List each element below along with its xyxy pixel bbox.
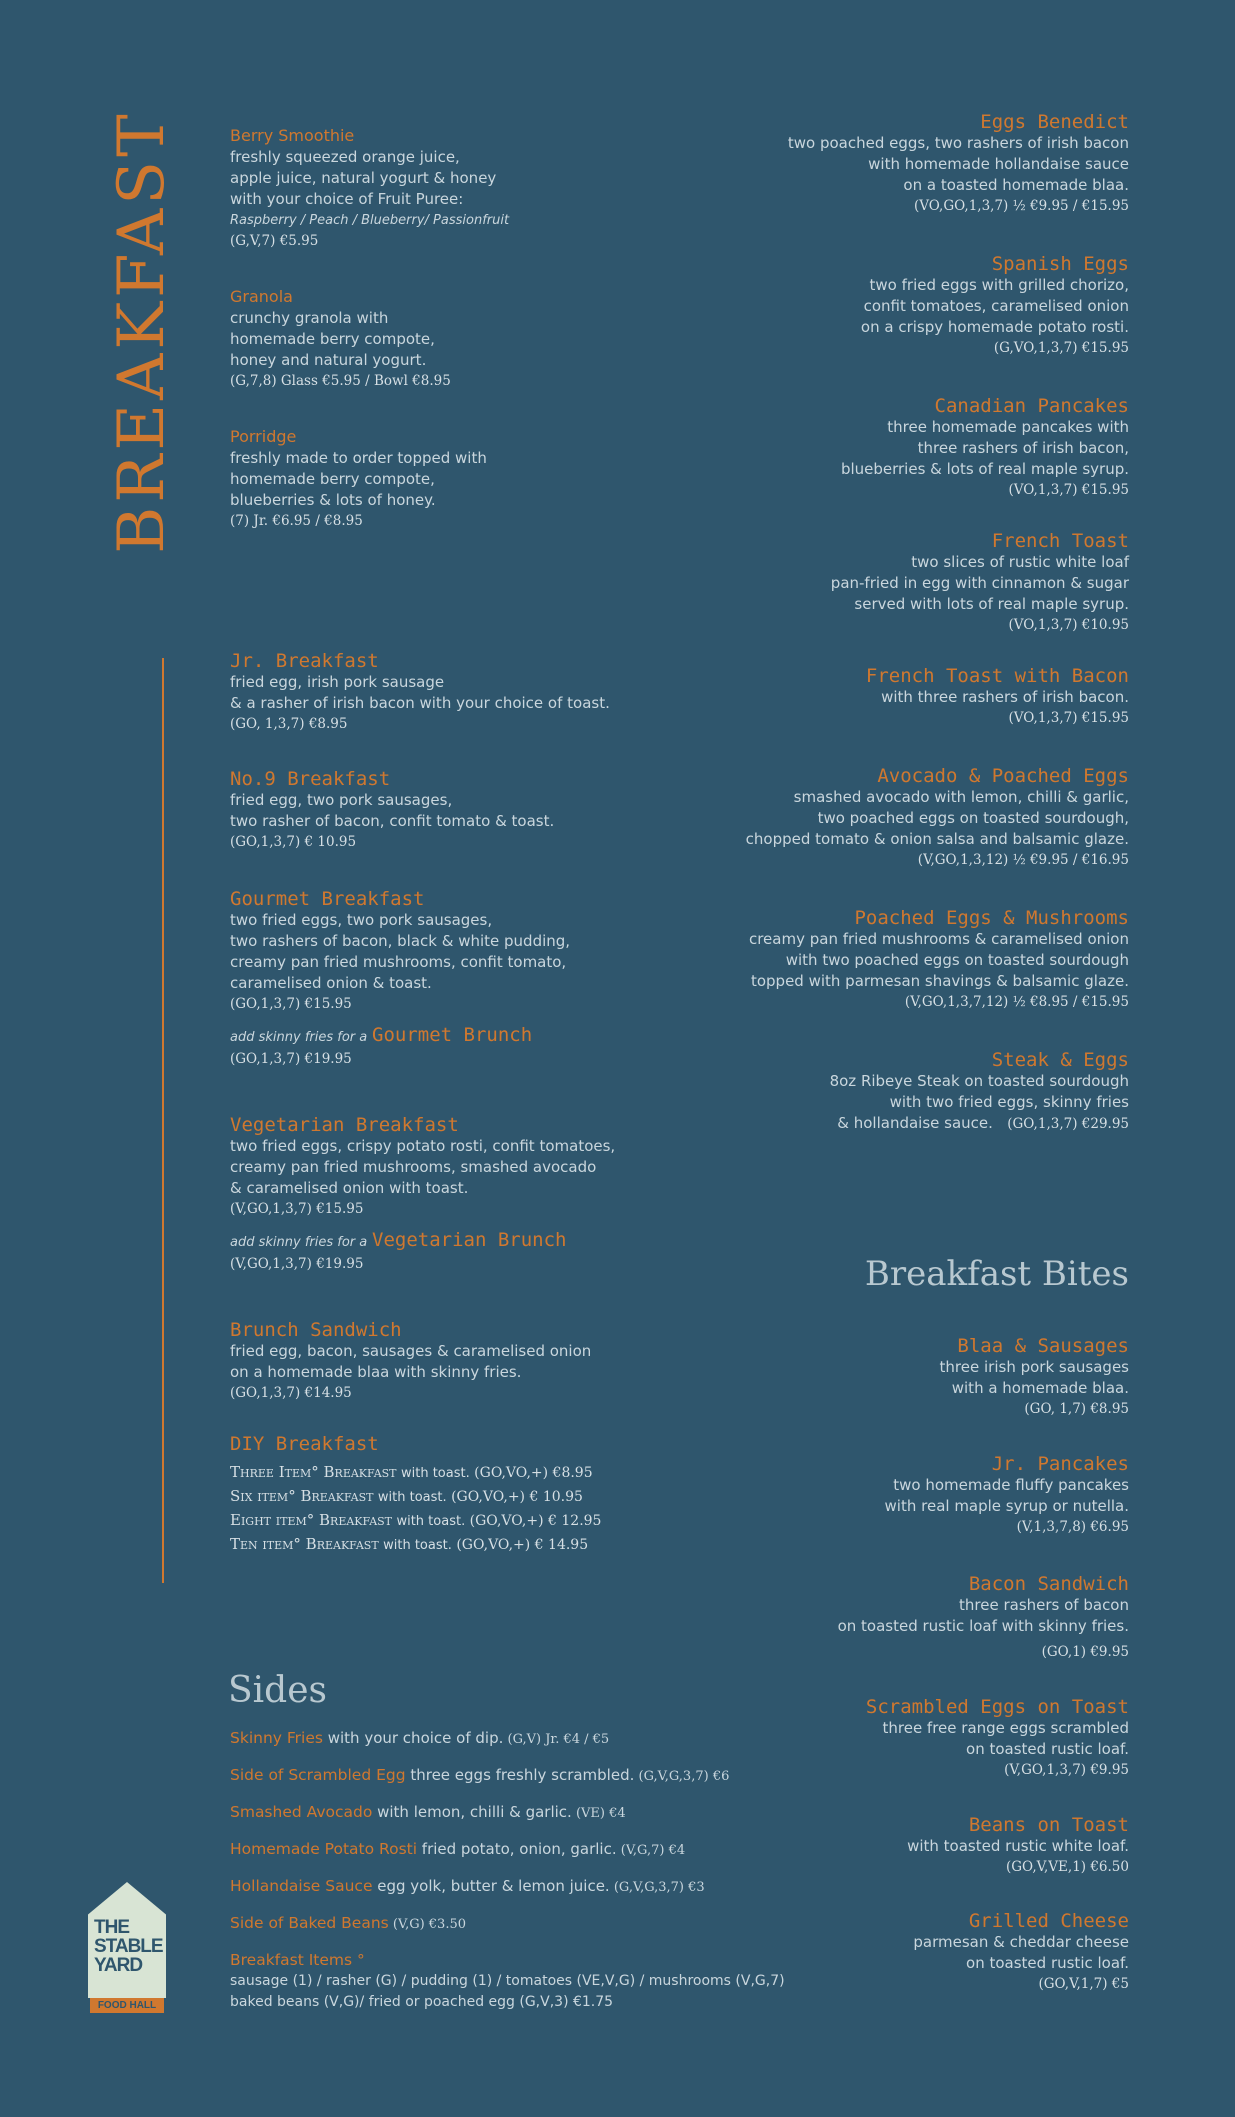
menu-item-diy-breakfast	[230, 1433, 601, 1557]
menu-item-poached-mushrooms: Poached Eggs & Mushrooms creamy pan fried mushrooms & caramelised onion with two poached eggs on toasted sourdough topped with parmesan shavings & balsamic glaze. (V,GO,1,3,7,12) ½ €8.95 / €15.95	[748, 907, 1129, 1010]
item-price: (G,7,8) Glass €5.95 / Bowl €8.95	[230, 373, 451, 389]
bite-bacon-sandwich: Bacon Sandwich three rashers of bacon on toasted rustic loaf with skinny fries. (GO,1) €9.95	[837, 1573, 1129, 1660]
item-price: (G,V,7) €5.95	[230, 233, 319, 249]
item-price: (V,GO,1,3,7) €9.95	[1004, 1762, 1129, 1778]
item-desc-line: creamy pan fried mushrooms, smashed avocado	[230, 1158, 597, 1176]
addon-price: (V,GO,1,3,7) €19.95	[230, 1256, 364, 1272]
item-desc-line: two rashers of bacon, black & white pudding,	[230, 932, 571, 950]
sides-heading: Sides	[228, 1670, 327, 1711]
item-desc-line: creamy pan fried mushrooms, confit tomato,	[230, 953, 567, 971]
menu-item-steak-eggs: Steak & Eggs 8oz Ribeye Steak on toasted sourdough with two fried eggs, skinny fries & hollandaise sauce. (GO,1,3,7) €29.95	[829, 1049, 1129, 1132]
breakfast-bites-heading: Breakfast Bites	[864, 1254, 1129, 1294]
item-name: Jr. Breakfast	[230, 650, 379, 672]
menu-item-french-toast-bacon: French Toast with Bacon with three rashers of irish bacon. (VO,1,3,7) €15.95	[865, 665, 1129, 726]
item-name: Scrambled Eggs on Toast	[865, 1696, 1129, 1718]
item-desc-line: & caramelised onion with toast.	[230, 1179, 469, 1197]
side-item: Side of Baked Beans (V,G) €3.50	[230, 1914, 467, 1932]
item-price: (GO,1,3,7) €14.95	[230, 1385, 352, 1401]
item-desc-line: with your choice of Fruit Puree:	[230, 190, 464, 208]
logo-text: THE STABLE YARD	[94, 1917, 163, 1976]
item-desc-line: freshly squeezed orange juice,	[230, 148, 460, 166]
item-name: Jr. Pancakes	[991, 1453, 1129, 1475]
item-name: French Toast	[991, 530, 1129, 552]
item-name: DIY Breakfast	[230, 1433, 379, 1455]
item-desc-line: apple juice, natural yogurt & honey	[230, 169, 497, 187]
menu-item-berry-smoothie	[230, 125, 509, 251]
item-desc-line: blueberries & lots of honey.	[230, 491, 436, 509]
item-desc-line: caramelised onion & toast.	[230, 974, 432, 992]
item-desc-line: homemade berry compote,	[230, 330, 435, 348]
item-price: (7) Jr. €6.95 / €8.95	[230, 513, 363, 529]
item-desc-line: two fried eggs, crispy potato rosti, confit tomatoes,	[230, 1137, 616, 1155]
item-name: Steak & Eggs	[991, 1049, 1129, 1071]
item-price: (V,GO,1,3,7) €15.95	[230, 1201, 364, 1217]
item-name: Canadian Pancakes	[934, 395, 1129, 417]
item-desc-line: fried egg, bacon, sausages & caramelised onion	[230, 1342, 592, 1360]
item-price: (VO,1,3,7) €15.95	[1008, 710, 1129, 726]
addon-line: add skinny fries for a Gourmet Brunch	[230, 1024, 533, 1046]
menu-item-eggs-benedict: Eggs Benedict two poached eggs, two rashers of irish bacon with homemade hollandaise sauce on a toasted homemade blaa. (VO,GO,1,3,7) ½ €9.95 / €15.95	[787, 111, 1129, 214]
menu-item-vegetarian-breakfast	[230, 1114, 615, 1274]
diy-option: Six item° Breakfast with toast. (GO,VO,+) € 10.95	[230, 1487, 583, 1505]
item-name: Granola	[230, 287, 293, 306]
item-desc-line: fried egg, irish pork sausage	[230, 673, 445, 691]
menu-item-french-toast: French Toast two slices of rustic white loaf pan-fried in egg with cinnamon & sugar served with lots of real maple syrup. (VO,1,3,7) €10.95	[830, 530, 1129, 633]
item-desc-line: homemade berry compote,	[230, 470, 435, 488]
menu-item-no9-breakfast	[230, 768, 554, 852]
diy-option: Three Item° Breakfast with toast. (GO,VO,+) €8.95	[230, 1463, 593, 1481]
stable-yard-logo	[88, 1882, 166, 2012]
item-desc-line: two fried eggs, two pork sausages,	[230, 911, 493, 929]
addon-price: (GO,1,3,7) €19.95	[230, 1051, 352, 1067]
item-price: (GO,V,1,7) €5	[1038, 1976, 1129, 1992]
menu-item-canadian-pancakes: Canadian Pancakes three homemade pancakes with three rashers of irish bacon, blueberries & lots of real maple syrup. (VO,1,3,7) €15.95	[840, 395, 1129, 498]
item-name: Spanish Eggs	[991, 253, 1129, 275]
item-price: (VO,GO,1,3,7) ½ €9.95 / €15.95	[914, 198, 1129, 214]
item-name: No.9 Breakfast	[230, 768, 391, 790]
menu-item-spanish-eggs: Spanish Eggs two fried eggs with grilled chorizo, confit tomatoes, caramelised onion on a crispy homemade potato rosti. (G,VO,1,3,7) €15.95	[860, 253, 1129, 356]
item-name: French Toast with Bacon	[865, 665, 1129, 687]
item-price: (V,GO,1,3,7,12) ½ €8.95 / €15.95	[904, 994, 1129, 1010]
item-name: Avocado & Poached Eggs	[877, 765, 1129, 787]
item-name: Gourmet Breakfast	[230, 888, 425, 910]
item-price: (GO, 1,3,7) €8.95	[230, 716, 348, 732]
diy-option: Eight item° Breakfast with toast. (GO,VO,+) € 12.95	[230, 1511, 602, 1529]
menu-item-gourmet-breakfast	[230, 888, 570, 1069]
side-item: Smashed Avocado with lemon, chilli & garlic. (VE) €4	[230, 1803, 626, 1821]
item-name: Bacon Sandwich	[968, 1573, 1129, 1595]
item-price: (VO,1,3,7) €15.95	[1008, 482, 1129, 498]
item-name: Blaa & Sausages	[957, 1335, 1129, 1357]
addon-line: add skinny fries for a Vegetarian Brunch	[230, 1229, 567, 1251]
item-desc-line: fried egg, two pork sausages,	[230, 791, 453, 809]
bite-beans-toast: Beans on Toast with toasted rustic white loaf. (GO,V,VE,1) €6.50	[907, 1814, 1129, 1875]
item-price: (GO,1) €9.95	[1041, 1644, 1129, 1660]
item-name: Berry Smoothie	[230, 126, 355, 145]
item-name: Grilled Cheese	[968, 1910, 1129, 1932]
addon-name: Gourmet Brunch	[372, 1024, 533, 1046]
item-price: (GO, 1,7) €8.95	[1024, 1401, 1129, 1417]
side-item: Skinny Fries with your choice of dip. (G,V) Jr. €4 / €5	[230, 1729, 610, 1747]
item-price: (G,VO,1,3,7) €15.95	[993, 340, 1129, 356]
breakfast-vertical-title: BREAKFAST	[105, 110, 179, 554]
item-name: Porridge	[230, 427, 297, 446]
bite-blaa-sausages: Blaa & Sausages three irish pork sausages with a homemade blaa. (GO, 1,7) €8.95	[939, 1335, 1129, 1417]
item-price: (GO,1,3,7) €29.95	[1007, 1116, 1129, 1132]
diy-option: Ten item° Breakfast with toast. (GO,VO,+) € 14.95	[230, 1535, 589, 1553]
item-desc-line: on a homemade blaa with skinny fries.	[230, 1363, 522, 1381]
item-name: Brunch Sandwich	[230, 1319, 402, 1341]
addon-name: Vegetarian Brunch	[372, 1229, 567, 1251]
bite-grilled-cheese: Grilled Cheese parmesan & cheddar cheese on toasted rustic loaf. (GO,V,1,7) €5	[913, 1910, 1129, 1992]
item-desc-line: & a rasher of irish bacon with your choice of toast.	[230, 694, 610, 712]
menu-item-avocado-poached: Avocado & Poached Eggs smashed avocado with lemon, chilli & garlic, two poached eggs on toasted sourdough, chopped tomato & onion salsa and balsamic glaze. (V,GO,1,3,12) ½ €9.95 / €16.95	[745, 765, 1129, 868]
item-price: (V,1,3,7,8) €6.95	[1016, 1519, 1129, 1535]
item-price: (GO,1,3,7) €15.95	[230, 996, 352, 1012]
item-name: Beans on Toast	[968, 1814, 1129, 1836]
menu-item-jr-breakfast	[230, 650, 610, 734]
bite-jr-pancakes: Jr. Pancakes two homemade fluffy pancakes with real maple syrup or nutella. (V,1,3,7,8) €6.95	[884, 1453, 1129, 1535]
item-flavours: Raspberry / Peach / Blueberry/ Passionfruit	[230, 213, 510, 228]
item-price: (GO,V,VE,1) €6.50	[1006, 1859, 1129, 1875]
side-item: Homemade Potato Rosti fried potato, onion, garlic. (V,G,7) €4	[230, 1840, 686, 1858]
menu-item-granola	[230, 286, 451, 391]
side-item: Hollandaise Sauce egg yolk, butter & lemon juice. (G,V,G,3,7) €3	[230, 1877, 705, 1895]
item-price: (GO,1,3,7) € 10.95	[230, 834, 357, 850]
item-name: Vegetarian Breakfast	[230, 1114, 459, 1136]
menu-item-porridge	[230, 426, 487, 531]
item-name: Poached Eggs & Mushrooms	[854, 907, 1129, 929]
item-price: (V,GO,1,3,12) ½ €9.95 / €16.95	[917, 852, 1129, 868]
item-desc-line: crunchy granola with	[230, 309, 389, 327]
bite-scrambled-eggs: Scrambled Eggs on Toast three free range eggs scrambled on toasted rustic loaf. (V,GO,1,3,7) €9.95	[865, 1696, 1129, 1778]
divider-line	[162, 658, 164, 1583]
item-price: (VO,1,3,7) €10.95	[1008, 617, 1129, 633]
item-desc-line: honey and natural yogurt.	[230, 351, 427, 369]
item-name: Eggs Benedict	[980, 111, 1129, 133]
item-desc-line: freshly made to order topped with	[230, 449, 487, 467]
side-item: Side of Scrambled Egg three eggs freshly scrambled. (G,V,G,3,7) €6	[230, 1766, 730, 1784]
logo-bar: FOOD HALL	[90, 1998, 164, 2013]
menu-item-brunch-sandwich	[230, 1319, 591, 1403]
breakfast-items-list: Breakfast Items ° sausage (1) / rasher (G) / pudding (1) / tomatoes (VE,V,G) / mushrooms (V,G,7) baked beans (V,G)/ fried or poached egg (G,V,3) €1.75	[230, 1951, 785, 2010]
item-desc-line: two rasher of bacon, confit tomato & toast.	[230, 812, 555, 830]
